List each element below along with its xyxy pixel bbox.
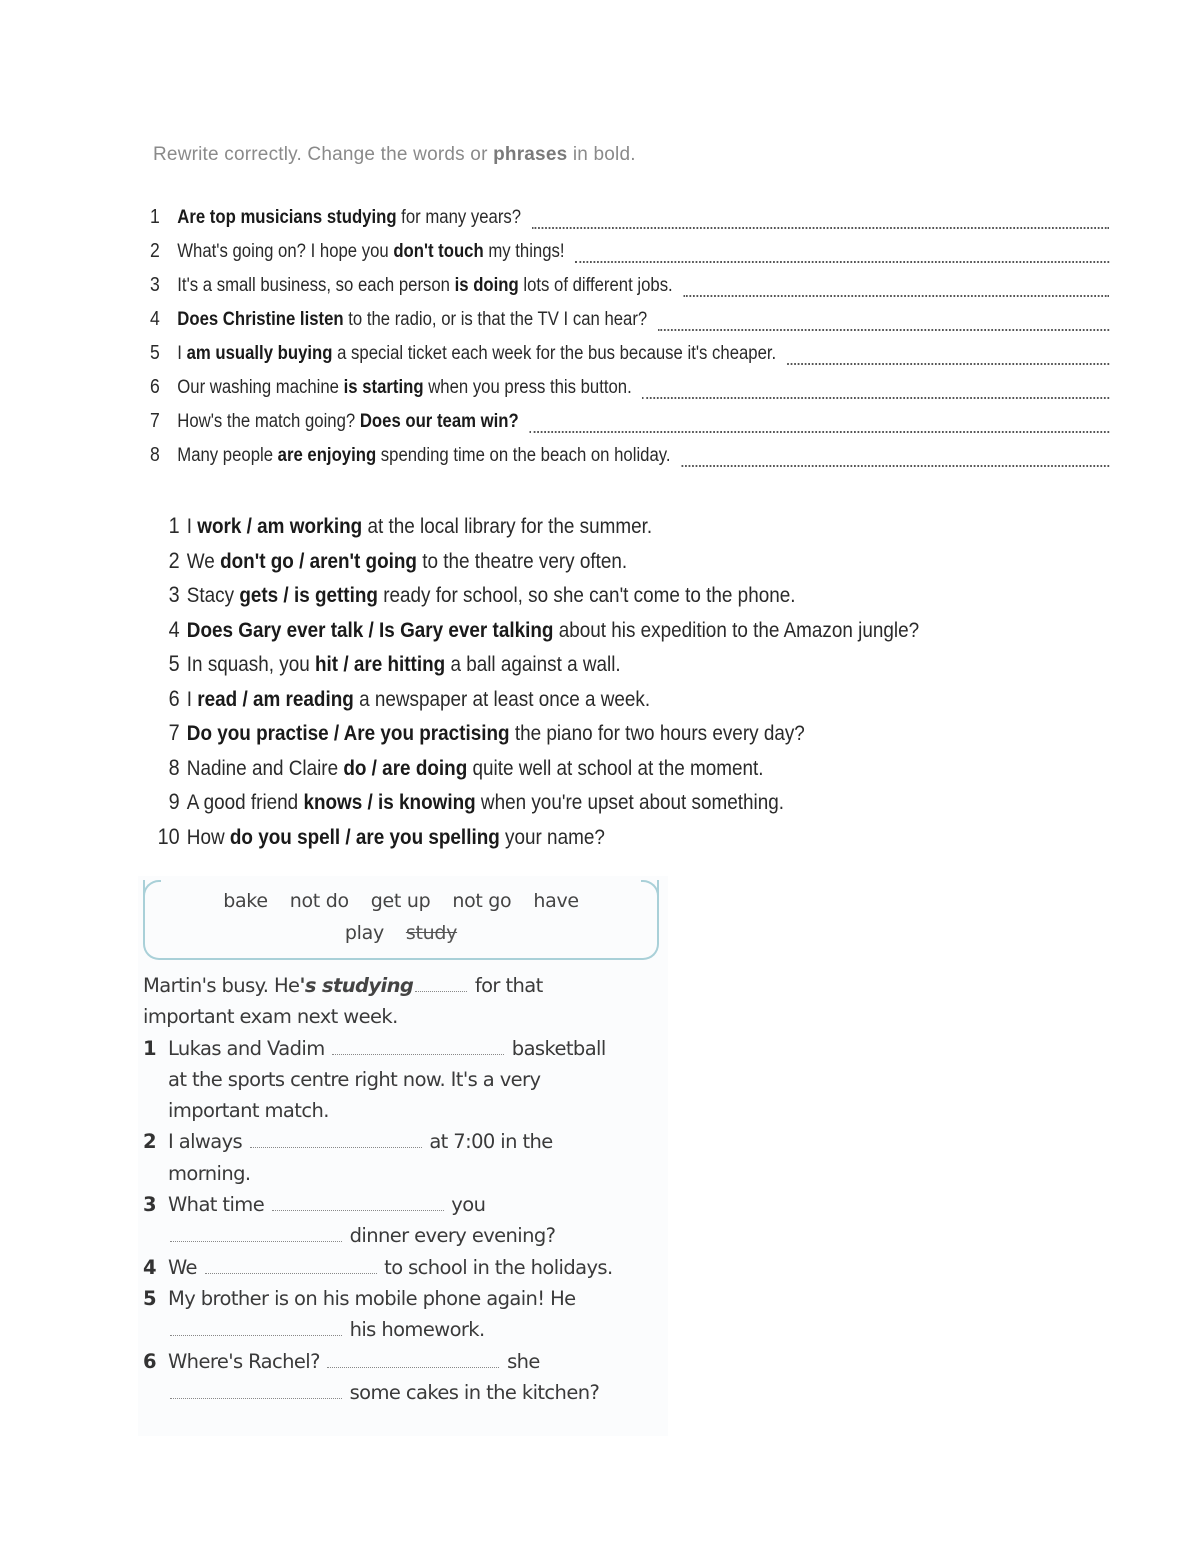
item-number-text: 5: [168, 651, 180, 676]
example-answer: 's studying: [299, 974, 414, 997]
sentence-text: Many people: [177, 445, 278, 466]
item-number: [150, 206, 177, 229]
item-text: basketball: [506, 1036, 606, 1060]
item-text: you: [445, 1193, 486, 1217]
item-number: [140, 651, 183, 677]
item-number: 2: [143, 1130, 156, 1154]
sentence-text: your name?: [499, 825, 605, 849]
item-number-text: 5: [150, 342, 160, 364]
answer-blank[interactable]: [327, 1367, 499, 1368]
item-text: some cakes in the kitchen?: [344, 1380, 600, 1404]
answer-line[interactable]: [658, 329, 1109, 331]
item-text: I always: [168, 1130, 248, 1154]
example-sentence-cont: [143, 1001, 663, 1032]
gap-item-1-cont: [143, 1095, 663, 1126]
instruction-text: Rewrite correctly. Change the words or: [153, 144, 494, 165]
item-number: [150, 410, 177, 433]
gap-item-1: [143, 1033, 663, 1064]
exercise-item: [140, 548, 919, 583]
instruction-text-end: in bold.: [567, 144, 636, 165]
item-number: [150, 342, 177, 365]
item-text: morning.: [168, 1161, 251, 1185]
answer-line[interactable]: [683, 295, 1109, 297]
item-sentence: [177, 207, 521, 229]
word-option-used: study: [405, 922, 458, 944]
rewrite-exercise: [150, 206, 1110, 478]
item-number-text: 6: [150, 376, 160, 398]
item-sentence: [177, 309, 647, 331]
item-number-text: 7: [168, 720, 180, 745]
item-text: dinner every evening?: [344, 1224, 556, 1248]
item-number: 5: [143, 1286, 156, 1310]
exercise-item: [150, 308, 1109, 342]
item-sentence: [177, 445, 670, 467]
item-sentence: [183, 791, 784, 815]
item-sentence: [183, 757, 763, 781]
item-number-text: 1: [168, 513, 180, 538]
item-number-text: 7: [150, 410, 160, 432]
item-number: 1: [143, 1036, 156, 1060]
item-number: [140, 582, 183, 608]
word-option: not do: [289, 890, 349, 912]
item-number: [150, 444, 177, 467]
item-number: [140, 513, 183, 539]
gap-item-5-cont: [143, 1314, 663, 1345]
item-number: [140, 824, 183, 850]
exercise-item: [150, 342, 1109, 376]
item-number: [140, 686, 183, 712]
exercise-item: [150, 240, 1109, 274]
item-number: [140, 617, 183, 643]
sentence-text: at the local library for the summer.: [362, 515, 653, 538]
gap-item-2: [143, 1126, 663, 1157]
item-number: [150, 308, 177, 331]
item-sentence: [177, 343, 776, 365]
bold-phrase: is doing: [454, 275, 519, 296]
sentence-text: Stacy: [186, 584, 240, 607]
exercise-item: [150, 206, 1109, 240]
sentence-text: It's a small business, so each person: [177, 275, 455, 296]
sentence-text: How's the match going?: [177, 411, 360, 432]
sentence-text: Our washing machine: [177, 377, 344, 398]
item-text: his homework.: [344, 1318, 485, 1342]
sentence-text: a special ticket each week for the bus because it's cheaper.: [332, 343, 777, 364]
word-option: have: [533, 890, 579, 912]
bold-phrase: Are top musicians studying: [177, 207, 397, 228]
item-text: at 7:00 in the: [423, 1130, 553, 1154]
answer-blank[interactable]: [332, 1054, 504, 1055]
item-text: she: [501, 1349, 540, 1373]
item-number: [150, 240, 177, 263]
item-text: at the sports centre right now. It's a very: [168, 1067, 541, 1091]
answer-line[interactable]: [575, 261, 1109, 263]
item-number-text: 10: [157, 823, 180, 849]
gap-item-3: [143, 1189, 663, 1220]
word-option: get up: [370, 890, 431, 912]
item-number-text: 4: [168, 616, 180, 642]
example-text: Martin's busy. He: [143, 974, 300, 997]
instruction-bold: phrases: [493, 144, 568, 165]
item-text: important match.: [168, 1099, 329, 1123]
exercise-item: [140, 513, 919, 548]
exercise-item: [150, 274, 1109, 308]
bold-phrase: don't touch: [393, 241, 484, 262]
sentence-text: my things!: [483, 241, 565, 262]
item-number: 4: [143, 1255, 156, 1279]
item-sentence: [183, 653, 620, 677]
gap-item-4: [143, 1252, 663, 1283]
item-number-text: 2: [150, 240, 160, 262]
word-option: not go: [452, 890, 512, 912]
answer-line[interactable]: [681, 465, 1109, 467]
item-number-text: 2: [168, 547, 180, 573]
item-text: My brother is on his mobile phone again! He: [168, 1286, 576, 1310]
item-sentence: [177, 377, 631, 399]
example-text: important exam next week.: [143, 1005, 398, 1029]
gap-item-6-cont: [143, 1377, 663, 1408]
item-number: 3: [143, 1193, 156, 1217]
bold-phrase: gets / is getting: [239, 584, 378, 607]
bold-phrase: Does our team win?: [359, 411, 519, 432]
bold-phrase: read / am reading: [197, 687, 354, 711]
bold-phrase: am usually buying: [186, 343, 333, 364]
sentence-text: for many years?: [396, 207, 522, 228]
sentence-text: when you press this button.: [423, 377, 632, 398]
exercise-item: [140, 755, 919, 790]
answer-blank[interactable]: [272, 1210, 444, 1211]
sentence-text: I: [177, 343, 187, 364]
item-text: Where's Rachel?: [168, 1349, 326, 1373]
item-number: [140, 720, 183, 746]
item-number-text: 3: [150, 274, 160, 296]
answer-line[interactable]: [642, 397, 1109, 399]
answer-blank: [415, 991, 467, 992]
item-sentence: [183, 826, 605, 850]
bold-phrase: knows / is knowing: [303, 791, 476, 814]
answer-blank[interactable]: [205, 1273, 377, 1274]
item-sentence: [183, 550, 627, 574]
bold-phrase: Does Christine listen: [177, 309, 344, 330]
item-sentence: [183, 619, 919, 643]
item-text: to school in the holidays.: [378, 1255, 613, 1279]
bold-phrase: Do you practise / Are you practising: [186, 722, 510, 745]
exercise-item: [140, 651, 919, 686]
exercise-item: [150, 410, 1109, 444]
item-sentence: [177, 411, 518, 433]
gap-item-5: [143, 1283, 663, 1314]
answer-blank[interactable]: [250, 1147, 422, 1148]
example-sentence: [143, 970, 663, 1001]
item-number-text: 8: [168, 754, 180, 780]
answer-blank[interactable]: [170, 1241, 342, 1242]
sentence-text: spending time on the beach on holiday.: [376, 445, 671, 466]
sentence-text: ready for school, so she can't come to the phone.: [377, 584, 796, 607]
exercise-item: [140, 582, 919, 617]
item-text: What time: [168, 1193, 270, 1217]
sentence-text: I: [186, 515, 198, 538]
answer-blank[interactable]: [170, 1398, 342, 1399]
item-number: [150, 274, 177, 297]
sentence-text: lots of different jobs.: [518, 275, 673, 296]
sentence-text: What's going on? I hope you: [177, 241, 394, 262]
exercise-instruction: [153, 144, 636, 166]
sentence-text: the piano for two hours every day?: [509, 722, 805, 745]
item-text: Lukas and Vadim: [168, 1036, 331, 1060]
item-number: [140, 755, 183, 781]
item-number-text: 9: [168, 789, 180, 814]
item-number: [140, 548, 183, 574]
choose-form-exercise: [140, 513, 1006, 858]
exercise-item: [140, 720, 919, 755]
gap-fill-exercise: [143, 970, 663, 1408]
bold-phrase: is starting: [343, 377, 424, 398]
exercise-item: [140, 617, 919, 652]
exercise-item: [140, 789, 919, 824]
word-box: [143, 880, 659, 960]
item-number-text: 1: [150, 206, 160, 228]
example-text: for that: [469, 974, 543, 997]
answer-line[interactable]: [529, 431, 1109, 433]
item-number-text: 6: [168, 685, 180, 711]
item-number: [140, 789, 183, 815]
gap-item-6: [143, 1346, 663, 1377]
bold-phrase: work / am working: [197, 515, 363, 538]
item-sentence: [183, 515, 652, 539]
item-sentence: [183, 722, 805, 746]
sentence-text: In squash, you: [186, 653, 315, 676]
sentence-text: We: [186, 549, 221, 573]
sentence-text: I: [186, 687, 198, 711]
word-option: bake: [223, 890, 268, 912]
word-option: play: [344, 922, 384, 944]
answer-line[interactable]: [787, 363, 1109, 365]
exercise-item: [150, 444, 1109, 478]
item-sentence: [177, 241, 564, 263]
sentence-text: when you're upset about something.: [475, 791, 784, 814]
sentence-text: How: [186, 825, 230, 849]
sentence-text: about his expedition to the Amazon jungle?: [553, 618, 920, 642]
exercise-item: [140, 686, 919, 721]
sentence-text: Nadine and Claire: [186, 756, 344, 780]
sentence-text: a ball against a wall.: [445, 653, 621, 676]
gap-item-3-cont: [143, 1220, 663, 1251]
item-number-text: 3: [168, 582, 180, 607]
bold-phrase: do you spell / are you spelling: [229, 825, 500, 849]
bold-phrase: are enjoying: [277, 445, 377, 466]
bold-phrase: Does Gary ever talk / Is Gary ever talking: [186, 618, 554, 642]
word-box-line-2: [145, 922, 657, 944]
exercise-item: [140, 824, 919, 859]
answer-line[interactable]: [532, 227, 1110, 229]
item-sentence: [183, 688, 650, 712]
item-number: 6: [143, 1349, 156, 1373]
word-box-line-1: [145, 890, 657, 912]
item-number: [150, 376, 177, 399]
sentence-text: to the radio, or is that the TV I can hear?: [343, 309, 648, 330]
item-text: We: [168, 1255, 203, 1279]
item-number-text: 4: [150, 308, 160, 330]
item-sentence: [183, 584, 795, 608]
gap-item-1-cont: [143, 1064, 663, 1095]
sentence-text: a newspaper at least once a week.: [353, 687, 651, 711]
item-sentence: [177, 275, 672, 297]
bold-phrase: hit / are hitting: [314, 653, 446, 676]
gap-item-2-cont: [143, 1158, 663, 1189]
sentence-text: A good friend: [186, 791, 304, 814]
bold-phrase: don't go / aren't going: [220, 549, 417, 573]
bold-phrase: do / are doing: [343, 756, 468, 780]
sentence-text: to the theatre very often.: [416, 549, 628, 573]
item-number-text: 8: [150, 444, 160, 466]
answer-blank[interactable]: [170, 1335, 342, 1336]
sentence-text: quite well at school at the moment.: [467, 756, 764, 780]
exercise-item: [150, 376, 1109, 410]
